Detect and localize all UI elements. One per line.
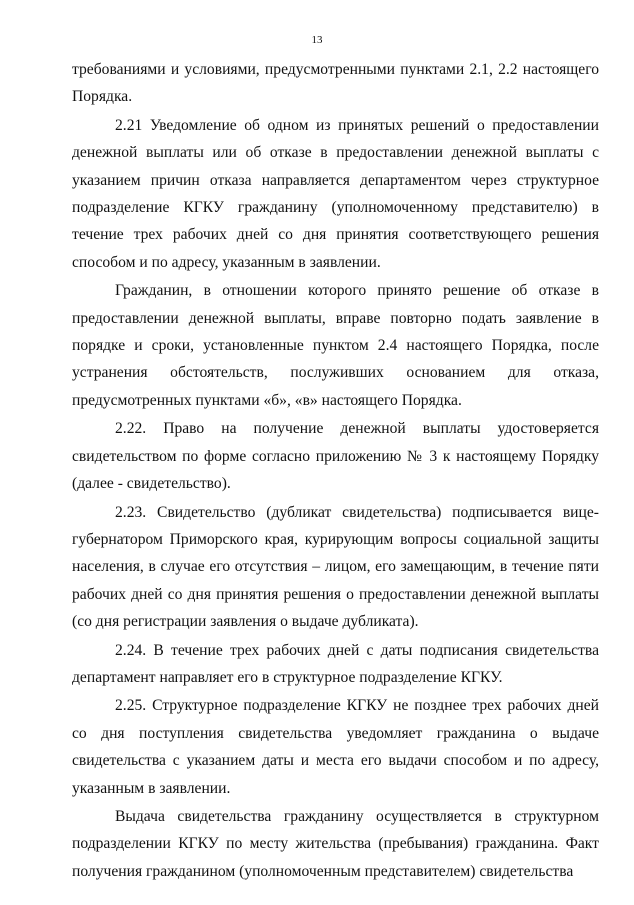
paragraph-continuation: требованиями и условиями, предусмотренными пунктами 2.1, 2.2 настоящего Порядка. <box>72 61 599 106</box>
paragraph-2-23: 2.23. Свидетельство (дубликат свидетельства) подписывается вице-губернатором Приморского края, курирующим вопросы социальной защиты населения, в случае его отсутствия – лицом, его замещающим, в течение пяти рабочих дней со дня принятия решения о предоставлении денежной выплаты (со дня регистрации заявления о выдаче дубликата). <box>72 503 599 631</box>
paragraph-2-25: 2.25. Структурное подразделение КГКУ не позднее трех рабочих дней со дня поступления свидетельства уведомляет гражданина о выдаче свидетельства с указанием даты и места его выдачи способом и по адресу, указанным в заявлении. <box>72 697 599 797</box>
paragraph-issuance: Выдача свидетельства гражданину осуществляется в структурном подразделении КГКУ по месту жительства (пребывания) гражданина. Факт получения гражданином (уполномоченным представителем) свидетельства <box>72 807 599 880</box>
paragraph-2-22: 2.22. Право на получение денежной выплаты удостоверяется свидетельством по форме согласно приложению № 3 к настоящему Порядку (далее - свидетельство). <box>72 420 599 493</box>
paragraph-2-24: 2.24. В течение трех рабочих дней с даты подписания свидетельства департамент направляет его в структурное подразделение КГКУ. <box>72 641 599 686</box>
document-body <box>72 56 599 885</box>
page-number: 13 <box>311 34 323 46</box>
paragraph-refusal-reapply: Гражданин, в отношении которого принято решение об отказе в предоставлении денежной выплаты, вправе повторно подать заявление в порядке и сроки, установленные пунктом 2.4 настоящего Порядка, после устранения обстоятельств, послуживших основанием для отказа, предусмотренных пунктами «б», «в» настоящего Порядка. <box>72 282 599 409</box>
paragraph-2-21: 2.21 Уведомление об одном из принятых решений о предоставлении денежной выплаты или об отказе в предоставлении денежной выплаты с указанием причин отказа направляется департаментом через структурное подразделение КГКУ гражданину (уполномоченному представителю) в течение трех рабочих дней со дня принятия соответствующего решения способом и по адресу, указанным в заявлении. <box>72 116 599 271</box>
